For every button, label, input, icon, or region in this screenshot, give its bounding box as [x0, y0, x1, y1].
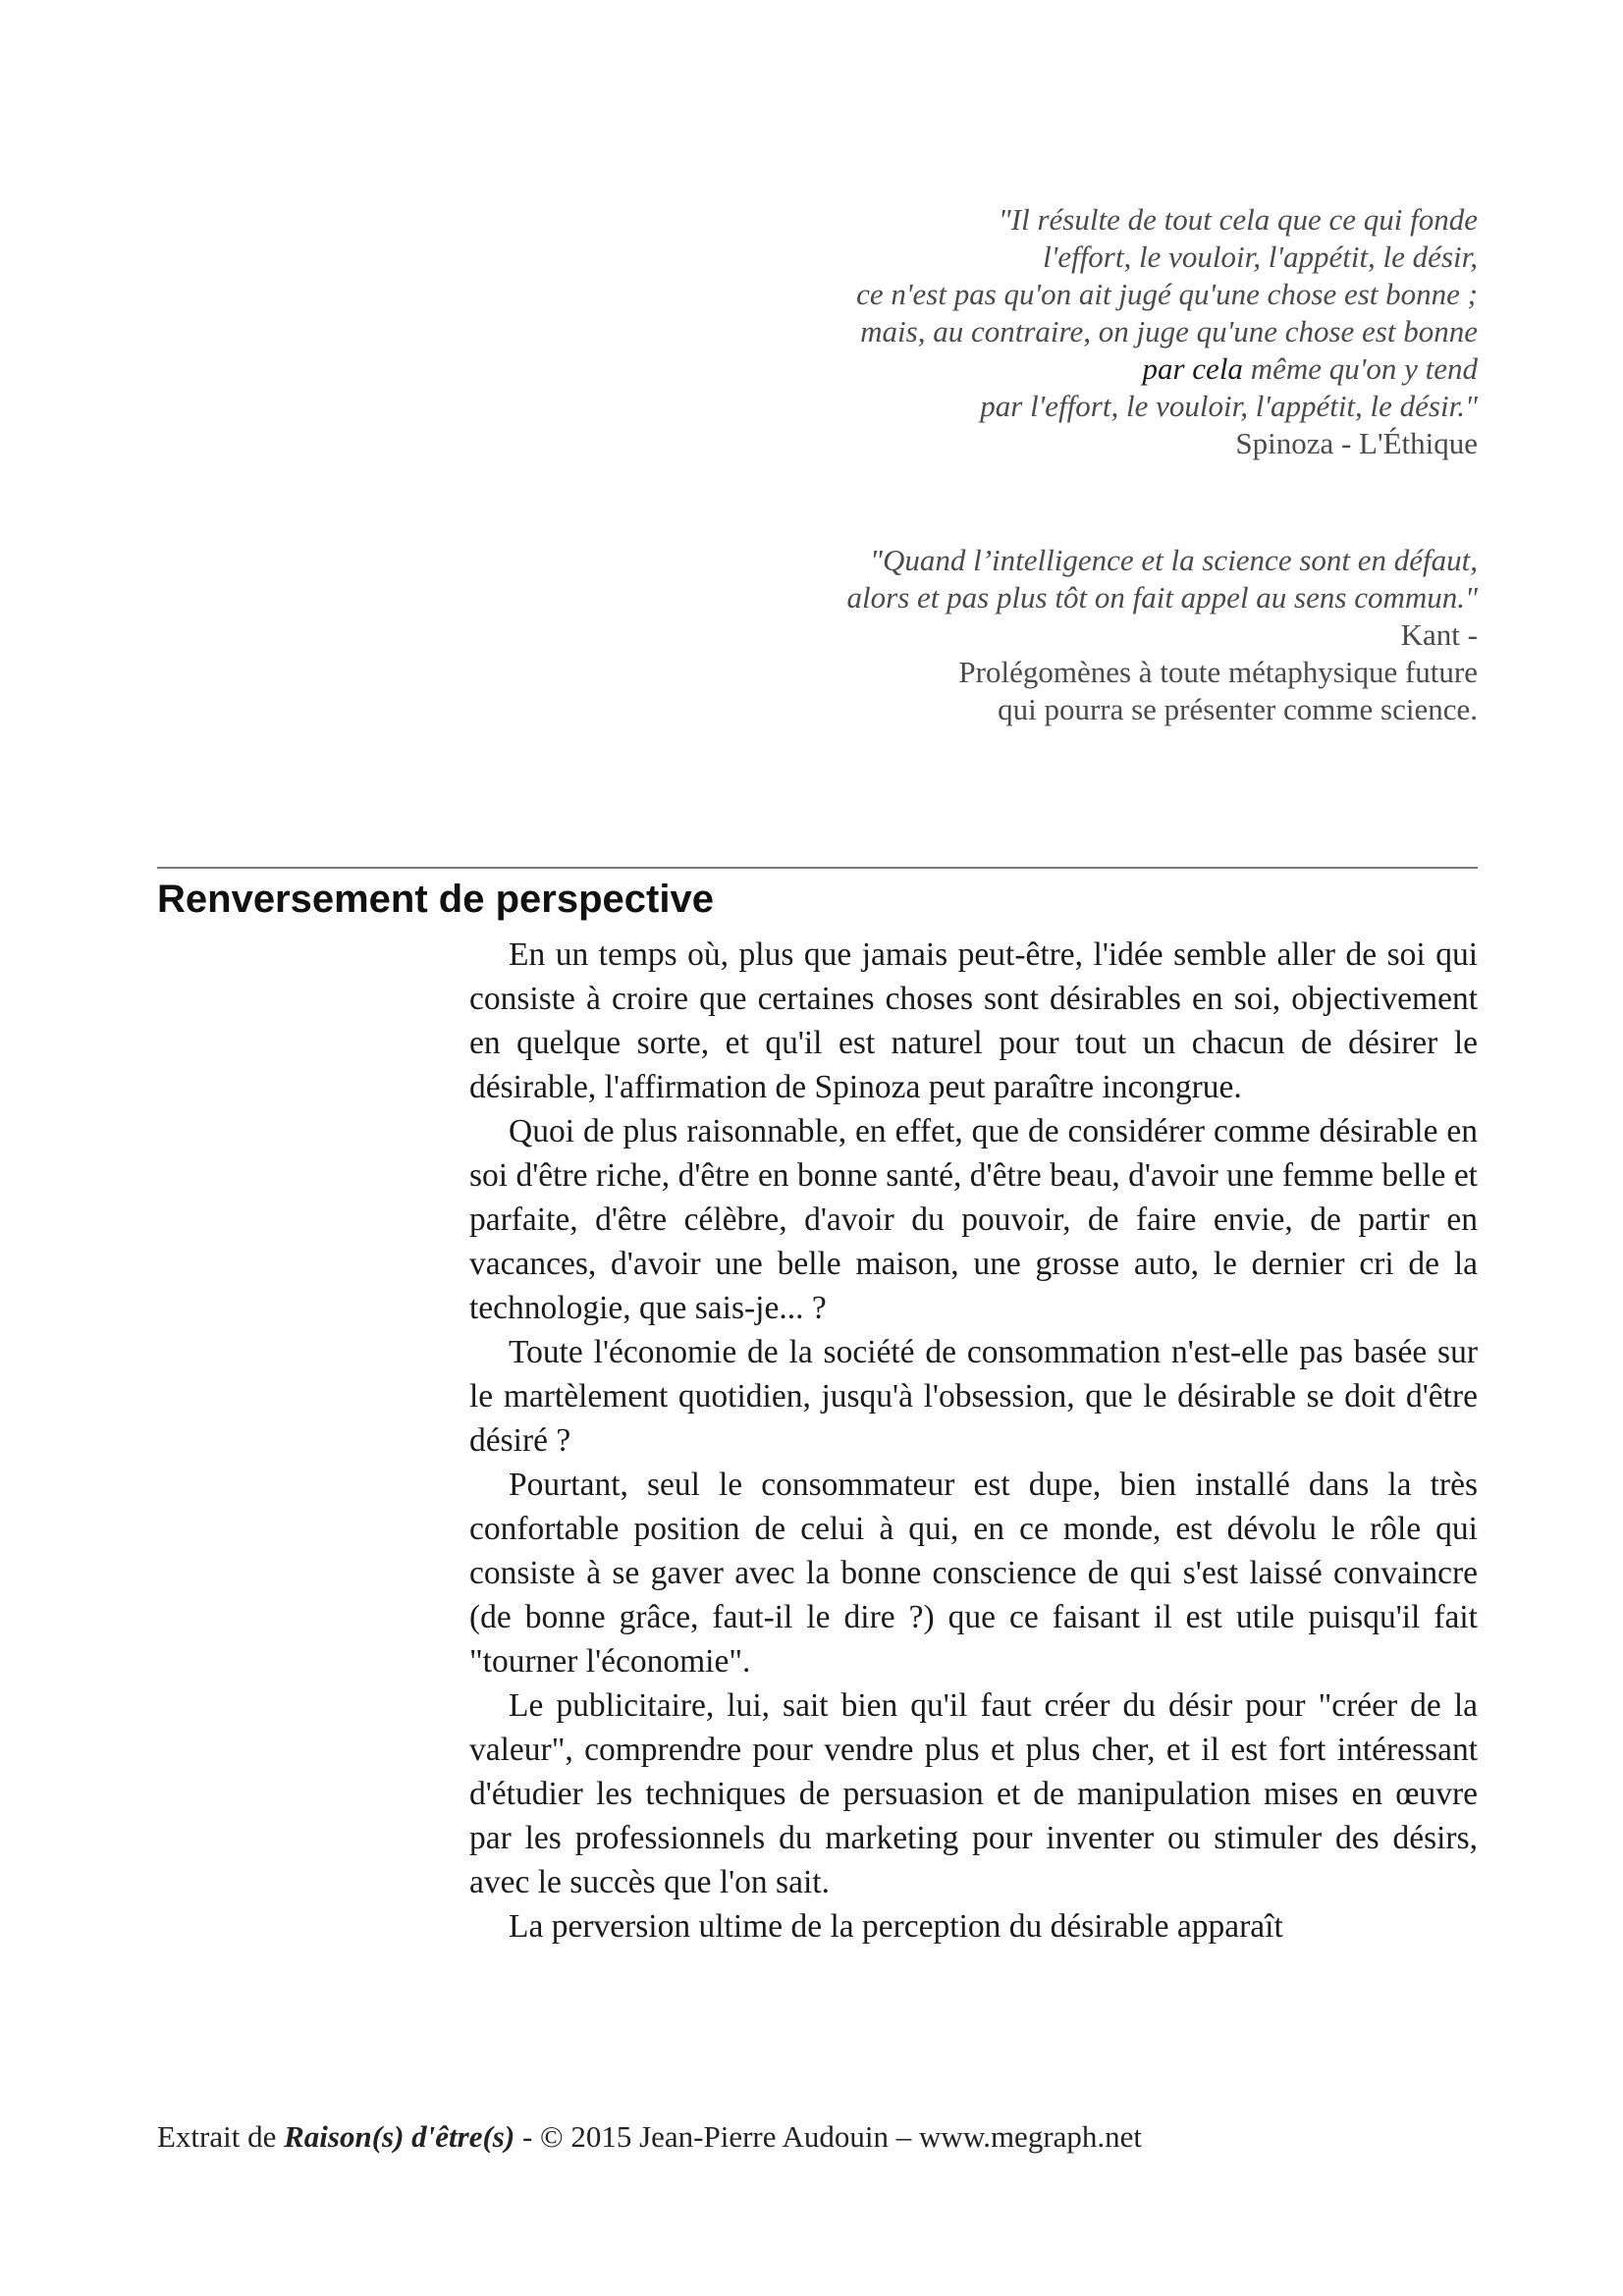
- paragraph: Toute l'économie de la société de consommation n'est-elle pas basée sur le martèlement quotidien, jusqu'à l'obsession, que le désirable se doit d'être désiré ?: [469, 1334, 1478, 1459]
- spinoza-epigraph: [856, 201, 1478, 462]
- epigraph-attribution: Kant -: [1400, 617, 1478, 652]
- epigraph-after-emphasis: même qu'on y tend: [1242, 351, 1478, 386]
- epigraph-line-emphasis: [856, 350, 1478, 388]
- paragraph: Pourtant, seul le consommateur est dupe, bien installé dans la très confortable position de celui à qui, en ce monde, est dévolu le rôle qui consiste à se gaver avec la bonne conscience de qui s'est laissé convaincre (de bonne grâce, faut-il le dire ?) que ce faisant il est utile puisqu'il fait "tourner l'économie".: [469, 1467, 1478, 1680]
- footer-suffix: - © 2015 Jean-Pierre Audouin – www.megraph.net: [514, 2119, 1143, 2154]
- footer-prefix: Extrait de: [157, 2119, 285, 2154]
- section-divider: [157, 867, 1478, 869]
- epigraph-line: l'effort, le vouloir, l'appétit, le désir,: [1043, 240, 1478, 274]
- paragraph: Quoi de plus raisonnable, en effet, que de considérer comme désirable en soi d'être riche, d'être en bonne santé, d'être beau, d'avoir une femme belle et parfaite, d'être célèbre, d'avoir du pouvoir, de faire envie, de partir en vacances, d'avoir une belle maison, une grosse auto, le dernier cri de la technologie, que sais-je... ?: [469, 1113, 1478, 1326]
- epigraph-line: ce n'est pas qu'on ait jugé qu'une chose est bonne ;: [856, 277, 1478, 311]
- page-footer: [157, 2117, 1142, 2157]
- footer-book-title: Raison(s) d'être(s): [284, 2119, 515, 2154]
- epigraph-attribution: Spinoza - L'Éthique: [1235, 426, 1478, 460]
- epigraph-line: "Quand l’intelligence et la science sont en défaut,: [869, 543, 1478, 577]
- body-text: [469, 933, 1478, 1949]
- epigraph-line: alors et pas plus tôt on fait appel au sens commun.": [846, 580, 1478, 614]
- epigraph-attribution: Prolégomènes à toute métaphysique future: [958, 655, 1478, 689]
- epigraph-line: "Il résulte de tout cela que ce qui fonde: [998, 202, 1478, 237]
- epigraph-line: par l'effort, le vouloir, l'appétit, le désir.": [980, 389, 1478, 423]
- paragraph: Le publicitaire, lui, sait bien qu'il faut créer du désir pour "créer de la valeur", comprendre pour vendre plus et plus cher, et il est fort intéressant d'étudier les techniques de persuasion et de manipulation mises en œuvre par les professionnels du marketing pour inventer ou stimuler des désirs, avec le succès que l'on sait.: [469, 1687, 1478, 1900]
- epigraph-attribution: qui pourra se présenter comme science.: [998, 692, 1478, 726]
- section-title: Renversement de perspective: [157, 878, 714, 921]
- epigraph-emphasis: par cela: [1142, 351, 1243, 386]
- kant-epigraph: [847, 542, 1478, 728]
- epigraph-line: mais, au contraire, on juge qu'une chose est bonne: [860, 314, 1478, 348]
- paragraph: En un temps où, plus que jamais peut-être, l'idée semble aller de soi qui consiste à croire que certaines choses sont désirables en soi, objectivement en quelque sorte, et qu'il est naturel pour tout un chacun de désirer le désirable, l'affirmation de Spinoza peut paraître incongrue.: [469, 936, 1478, 1105]
- paragraph: La perversion ultime de la perception du désirable apparaît: [509, 1908, 1283, 1945]
